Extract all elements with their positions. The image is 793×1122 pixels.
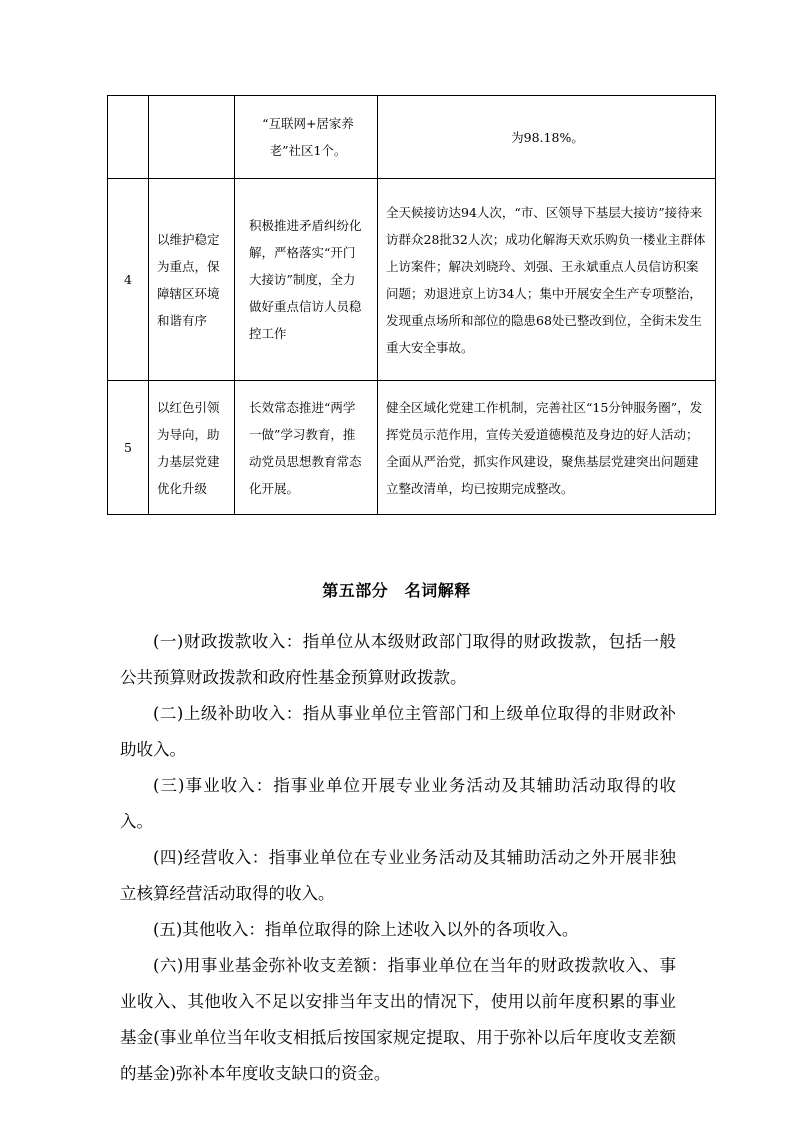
table-row — [108, 96, 716, 179]
term-paragraph: (四)经营收入：指事业单位在专业业务活动及其辅助活动之外开展非独立核算经营活动取得的收入。 — [120, 848, 676, 903]
row-measure: 积极推进矛盾纠纷化解，严格落实“开门大接访”制度，全力做好重点信访人员稳控工作 — [235, 179, 378, 381]
row-number: 4 — [108, 179, 149, 381]
row-goal: 以红色引领为导向，助力基层党建优化升级 — [149, 381, 235, 515]
term-paragraph: (一)财政拨款收入：指单位从本级财政部门取得的财政拨款，包括一般公共预算财政拨款和政府性基金预算财政拨款。 — [120, 632, 676, 687]
term-paragraph: (二)上级补助收入：指从事业单位主管部门和上级单位取得的非财政补助收入。 — [120, 704, 676, 759]
term-definitions — [120, 624, 676, 1092]
row-result: 全天候接访达94人次，“市、区领导下基层大接访”接待来访群众28批32人次；成功化解海天欢乐购负一楼业主群体上访案件；解决刘晓玲、刘强、王永斌重点人员信访积案问题；劝退进京上访34人；集中开展安全生产专项整治，发现重点场所和部位的隐患68处已整改到位，全街未发生重大安全事故。 — [378, 179, 716, 381]
row-measure: “互联网+居家养老”社区1个。 — [235, 96, 378, 179]
term-paragraph: (六)用事业基金弥补收支差额：指事业单位在当年的财政拨款收入、事业收入、其他收入不足以安排当年支出的情况下，使用以前年度积累的事业基金(事业单位当年收支相抵后按国家规定提取、用于弥补以后年度收支差额的基金)弥补本年度收支缺口的资金。 — [120, 956, 676, 1083]
row-result: 健全区域化党建工作机制，完善社区“15分钟服务圈”，发挥党员示范作用，宣传关爱道德模范及身边的好人活动；全面从严治党，抓实作风建设，聚焦基层党建突出问题建立整改清单，均已按期完成整改。 — [378, 381, 716, 515]
work-results-table — [107, 95, 716, 515]
table-row — [108, 179, 716, 381]
row-result: 为98.18%。 — [378, 96, 716, 179]
term-paragraph: (三)事业收入：指事业单位开展专业业务活动及其辅助活动取得的收入。 — [120, 776, 676, 831]
section-title: 第五部分 名词解释 — [322, 581, 471, 600]
row-goal — [149, 96, 235, 179]
table-row — [108, 381, 716, 515]
row-measure: 长效常态推进“两学一做”学习教育，推动党员思想教育常态化开展。 — [235, 381, 378, 515]
row-goal: 以维护稳定为重点，保障辖区环境和谐有序 — [149, 179, 235, 381]
row-number: 5 — [108, 381, 149, 515]
term-paragraph: (五)其他收入：指单位取得的除上述收入以外的各项收入。 — [153, 920, 579, 939]
row-number — [108, 96, 149, 179]
